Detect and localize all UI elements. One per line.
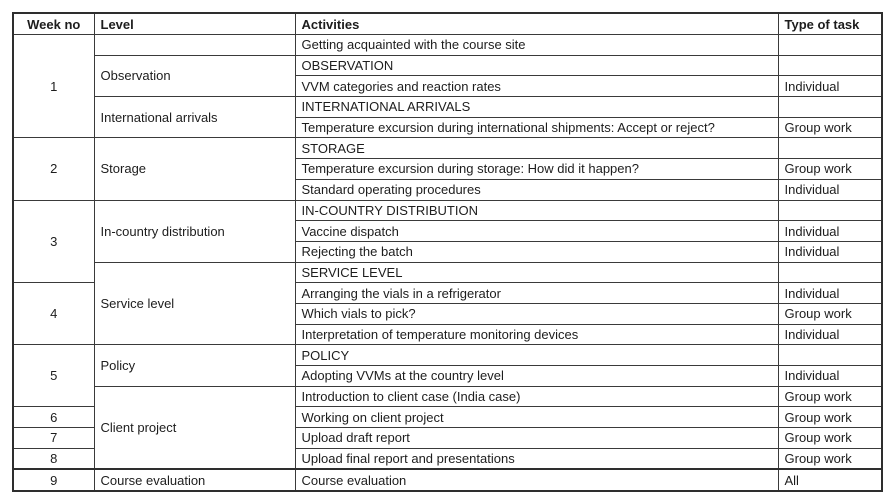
activity-cell: STORAGE [295,138,778,159]
activity-cell: Arranging the vials in a refrigerator [295,283,778,304]
type-cell: Individual [778,221,882,242]
type-cell [778,35,882,56]
activity-cell: Getting acquainted with the course site [295,35,778,56]
week-cell: 3 [13,200,94,283]
table-row [13,386,882,407]
type-cell: Group work [778,386,882,407]
table-row [13,200,882,221]
table-row [13,35,882,56]
type-cell [778,345,882,366]
level-cell: Policy [94,345,295,386]
activity-cell: SERVICE LEVEL [295,262,778,283]
activity-cell: Rejecting the batch [295,241,778,262]
header-row [13,13,882,35]
activity-cell: Standard operating procedures [295,179,778,200]
activity-cell: OBSERVATION [295,55,778,76]
header-type-of-task: Type of task [778,13,882,35]
level-cell: In-country distribution [94,200,295,262]
table-row [13,262,882,283]
activity-cell: Adopting VVMs at the country level [295,366,778,387]
activity-cell: Course evaluation [295,469,778,491]
week-cell: 1 [13,35,94,138]
activity-cell: VVM categories and reaction rates [295,76,778,97]
type-cell: Individual [778,76,882,97]
level-cell: Course evaluation [94,469,295,491]
header-activities: Activities [295,13,778,35]
header-level: Level [94,13,295,35]
week-cell: 5 [13,345,94,407]
type-cell: Individual [778,241,882,262]
level-cell: Client project [94,386,295,469]
type-cell: Group work [778,448,882,469]
type-cell [778,200,882,221]
activity-cell: Working on client project [295,407,778,428]
activity-cell: Temperature excursion during storage: How did it happen? [295,159,778,180]
course-schedule-table [12,12,883,492]
activity-cell: Vaccine dispatch [295,221,778,242]
week-cell: 9 [13,469,94,491]
type-cell: Individual [778,324,882,345]
type-cell: Group work [778,117,882,138]
type-cell: Group work [778,428,882,449]
week-cell: 8 [13,448,94,469]
week-cell: 4 [13,283,94,345]
table-row [13,97,882,118]
type-cell: Group work [778,159,882,180]
type-cell [778,97,882,118]
level-cell: International arrivals [94,97,295,138]
week-cell: 6 [13,407,94,428]
activity-cell: POLICY [295,345,778,366]
level-cell: Storage [94,138,295,200]
type-cell: Individual [778,283,882,304]
activity-cell: Interpretation of temperature monitoring devices [295,324,778,345]
type-cell: All [778,469,882,491]
type-cell: Group work [778,407,882,428]
activity-cell: INTERNATIONAL ARRIVALS [295,97,778,118]
table-row [13,138,882,159]
activity-cell: Upload final report and presentations [295,448,778,469]
type-cell [778,262,882,283]
week-cell: 2 [13,138,94,200]
activity-cell: Which vials to pick? [295,303,778,324]
type-cell [778,55,882,76]
activity-cell: Upload draft report [295,428,778,449]
table-row [13,345,882,366]
type-cell [778,138,882,159]
header-week-no: Week no [13,13,94,35]
activity-cell: Temperature excursion during international shipments: Accept or reject? [295,117,778,138]
table-row [13,55,882,76]
type-cell: Individual [778,366,882,387]
level-cell: Service level [94,262,295,345]
type-cell: Group work [778,303,882,324]
activity-cell: IN-COUNTRY DISTRIBUTION [295,200,778,221]
level-cell [94,35,295,56]
level-cell: Observation [94,55,295,96]
week-cell: 7 [13,428,94,449]
activity-cell: Introduction to client case (India case) [295,386,778,407]
table-row [13,469,882,491]
type-cell: Individual [778,179,882,200]
